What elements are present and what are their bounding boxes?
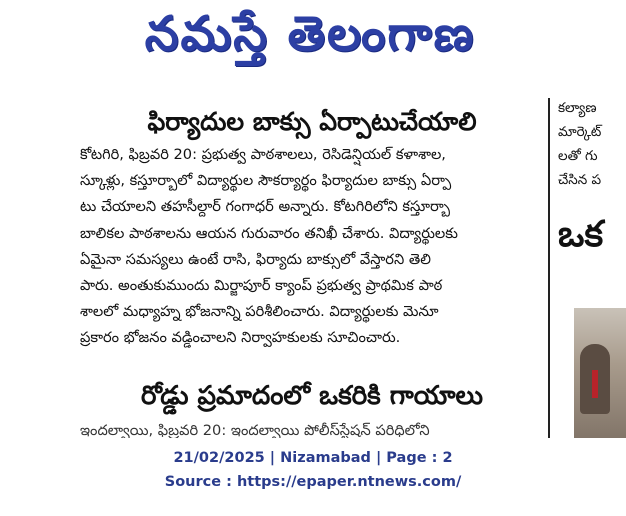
footer-date-edition: 21/02/2025 | Nizamabad | Page : 2 — [173, 450, 453, 466]
article-road-accident-headline: రోడ్డు ప్రమాదంలో ఒకరికి గాయాలు — [141, 381, 483, 411]
source-footer — [0, 446, 626, 494]
newspaper-title: నమస్తే తెలంగాణ — [144, 6, 476, 62]
article-cut-off-text: ఇందల్వాయి, ఫిబ్రవరి 20: ఇందల్వాయి పోలీస్‌స్టేషన్ పరిధిలోని — [80, 422, 430, 438]
article-cut-off-line — [80, 420, 548, 438]
adjacent-photo — [574, 308, 626, 438]
article-body-line: ప్రకారం భోజనం వడ్డించాలని నిర్వాహకులకు సూచించారు. — [80, 329, 401, 347]
article-body-line: బాలికల పాఠశాలను ఆయన గురువారం తనిఖీ చేశారు. విద్యార్థులకు — [80, 224, 458, 242]
article-body-line: కోటగిరి, ఫిబ్రవరి 20: ప్రభుత్వ పాఠశాలలు, రెసిడెన్షియల్ కళాశాల, — [80, 146, 446, 163]
photo-red-accent — [592, 370, 598, 398]
adjacent-headline-fragment: ఒక — [558, 214, 604, 255]
footer-source: Source : https://epaper.ntnews.com/ — [164, 474, 462, 490]
adjacent-column-line: లతో గు — [558, 148, 598, 164]
article-body-line: టు చేయాలని తహసీల్దార్ గంగాధర్ అన్నారు. కోటగిరిలోని కస్తూర్బా — [80, 198, 451, 216]
article-complaint-box — [80, 104, 544, 352]
masthead — [100, 4, 520, 76]
adjacent-column-line: కల్యాణ — [558, 100, 597, 116]
adjacent-column-line: మార్కెట్ — [558, 124, 602, 140]
article-body-line: ఏమైనా సమస్యలు ఉంటే రాసి, ఫిర్యాదు బాక్సులో వేస్తారని తెలి — [80, 250, 431, 268]
article-body-line: శాలలో మధ్యాహ్న భోజనాన్ని పరిశీలించారు. విద్యార్థులకు మెనూ — [80, 303, 439, 321]
adjacent-column — [558, 96, 626, 438]
column-divider — [548, 98, 550, 438]
article-body-line: పారు. అంతుకుముందు మిర్జాపూర్ క్యాంప్ ప్రభుత్వ ప్రాథమిక పాఠ — [80, 277, 443, 295]
article-headline: ఫిర్యాదుల బాక్సు ఏర్పాటుచేయాలి — [147, 107, 477, 136]
adjacent-column-line: చేసిన ప — [558, 172, 602, 188]
article-body-line: స్కూళ్లు, కస్తూర్బాలో విద్యార్థుల సౌకర్యార్థం ఫిర్యాదుల బాక్సు ఏర్పా — [80, 172, 452, 190]
